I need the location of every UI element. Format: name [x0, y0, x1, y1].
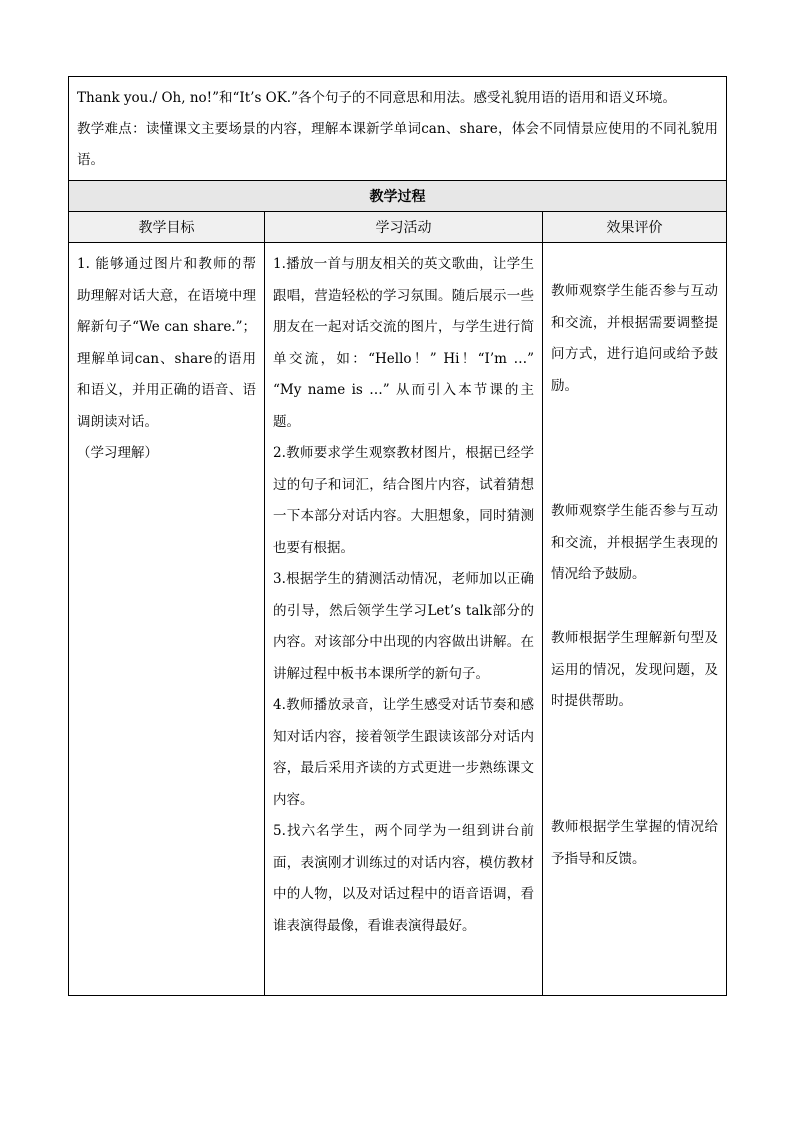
- column-header-evaluation: 效果评价: [543, 212, 727, 243]
- section-title: 教学过程: [69, 181, 727, 212]
- goal-text: 1. 能够通过图片和教师的帮助理解对话大意，在语境中理解新句子“We can share.”；理解单词can、share的语用和语义，并用正确的语音、语调朗读对话。: [77, 256, 256, 430]
- section-header-row: [69, 181, 727, 212]
- evaluation-item-4: 教师根据学生掌握的情况给予指导和反馈。: [551, 819, 719, 867]
- goal-tag: （学习理解）: [77, 445, 158, 461]
- goal-cell: [69, 243, 265, 996]
- lesson-plan-table: [68, 76, 727, 996]
- activity-item-3: 3.根据学生的猜测活动情况，老师加以正确的引导，然后领学生学习Let’s talk部分的内容。对该部分中出现的内容做出讲解。在讲解过程中板书本课所学的新句子。: [273, 571, 534, 682]
- column-header-activity: 学习活动: [265, 212, 543, 243]
- activity-cell: [265, 243, 543, 996]
- activity-item-4: 4.教师播放录音，让学生感受对话节奏和感知对话内容，接着领学生跟读该部分对话内容，最后采用齐读的方式更进一步熟练课文内容。: [273, 697, 534, 808]
- intro-line-difficulties: 教学难点：读懂课文主要场景的内容，理解本课新学单词can、share，体会不同情景应使用的不同礼貌用语。: [77, 121, 719, 168]
- evaluation-item-2: 教师观察学生能否参与互动和交流，并根据学生表现的情况给予鼓励。: [551, 503, 719, 582]
- column-header-row: [69, 212, 727, 243]
- intro-line-key-points: Thank you./ Oh, no!”和“It’s OK.”各个句子的不同意思和用法。感受礼貌用语的语用和语义环境。: [77, 90, 677, 106]
- activity-item-2: 2.教师要求学生观察教材图片，根据已经学过的句子和词汇，结合图片内容，试着猜想一下本部分对话内容。大胆想象，同时猜测也要有根据。: [273, 445, 534, 556]
- column-header-goal: 教学目标: [69, 212, 265, 243]
- intro-cell: [69, 77, 727, 181]
- intro-row: [69, 77, 727, 181]
- content-row: [69, 243, 727, 996]
- evaluation-item-3: 教师根据学生理解新句型及运用的情况，发现问题，及时提供帮助。: [551, 630, 719, 709]
- evaluation-item-1: 教师观察学生能否参与互动和交流，并根据需要调整提问方式，进行追问或给予鼓励。: [551, 283, 719, 394]
- evaluation-cell: [543, 243, 727, 996]
- activity-item-1: 1.播放一首与朋友相关的英文歌曲，让学生跟唱，营造轻松的学习氛围。随后展示一些朋友在一起对话交流的图片，与学生进行简单交流，如：“Hello！” Hi！“I’m …” “My name is …” 从而引入本节课的主题。: [273, 256, 534, 430]
- activity-item-5: 5.找六名学生，两个同学为一组到讲台前面，表演刚才训练过的对话内容，模仿教材中的人物，以及对话过程中的语音语调，看谁表演得最像，看谁表演得最好。: [273, 823, 534, 934]
- lesson-plan-page: [68, 76, 726, 996]
